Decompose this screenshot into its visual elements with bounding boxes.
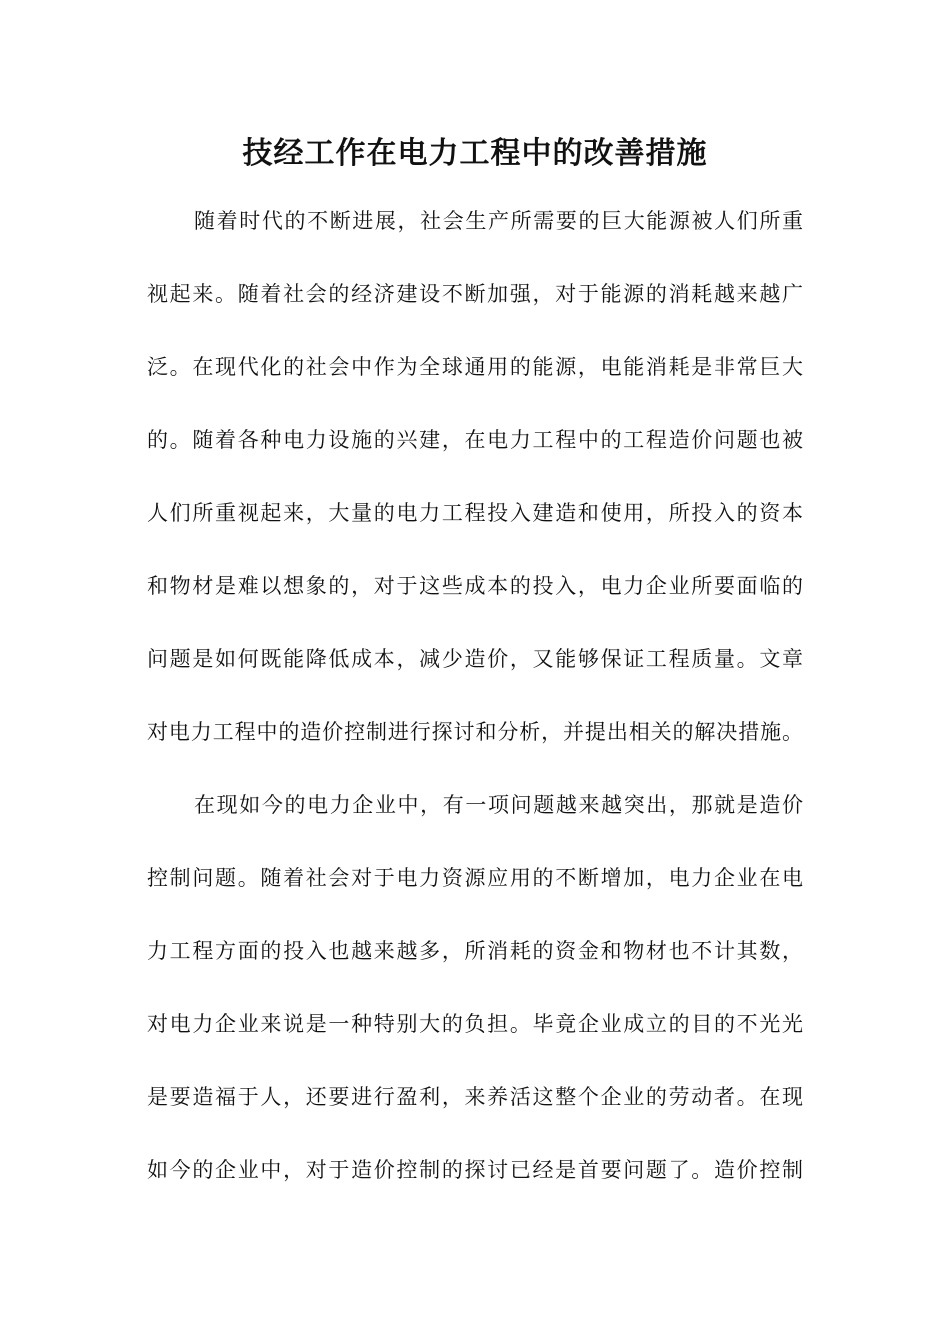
paragraph-line: 和物材是难以想象的，对于这些成本的投入，电力企业所要面临的: [147, 574, 803, 598]
paragraph-line: 是要造福于人，还要进行盈利，来养活这整个企业的劳动者。在现: [147, 1085, 803, 1109]
paragraph-line: 人们所重视起来，大量的电力工程投入建造和使用，所投入的资本: [147, 501, 803, 525]
paragraph-line: 对电力企业来说是一种特别大的负担。毕竟企业成立的目的不光光: [147, 1012, 803, 1036]
paragraph-line: 控制问题。随着社会对于电力资源应用的不断增加，电力企业在电: [147, 866, 803, 890]
paragraph-line: 对电力工程中的造价控制进行探讨和分析，并提出相关的解决措施。: [147, 720, 803, 744]
paragraph-line: 问题是如何既能降低成本，减少造价，又能够保证工程质量。文章: [147, 647, 803, 671]
paragraph-line: 随着时代的不断进展，社会生产所需要的巨大能源被人们所重: [194, 209, 803, 233]
paragraph-line: 泛。在现代化的社会中作为全球通用的能源，电能消耗是非常巨大: [147, 355, 803, 379]
paragraph-line: 如今的企业中，对于造价控制的探讨已经是首要问题了。造价控制: [147, 1158, 803, 1182]
document-title: 技经工作在电力工程中的改善措施: [242, 136, 708, 171]
paragraph-line: 力工程方面的投入也越来越多，所消耗的资金和物材也不计其数，: [147, 939, 803, 963]
paragraph-line: 视起来。随着社会的经济建设不断加强，对于能源的消耗越来越广: [147, 282, 803, 306]
paragraph-line: 在现如今的电力企业中，有一项问题越来越突出，那就是造价: [194, 793, 803, 817]
paragraph-line: 的。随着各种电力设施的兴建，在电力工程中的工程造价问题也被: [147, 428, 803, 452]
